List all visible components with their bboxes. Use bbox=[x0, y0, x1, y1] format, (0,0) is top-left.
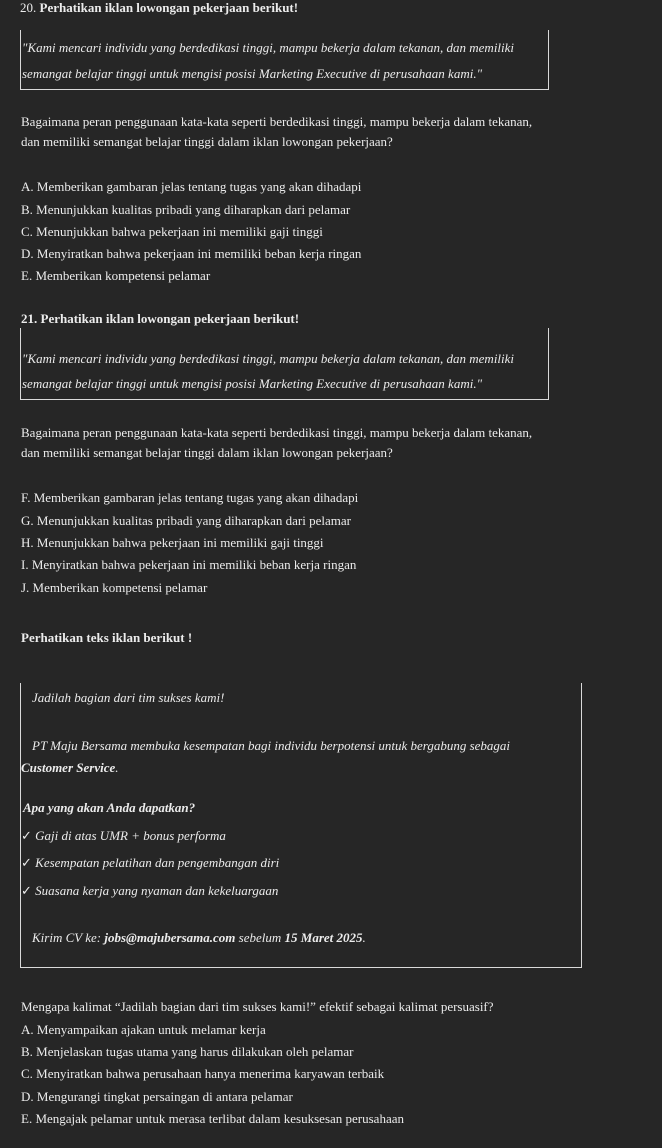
q22-option-b[interactable]: B. Menjelaskan tugas utama yang harus dilakukan oleh pelamar bbox=[21, 1044, 354, 1059]
q22-ad-tagline: Jadilah bagian dari tim sukses kami! bbox=[32, 690, 225, 705]
q21-ad-line1: "Kami mencari individu yang berdedikasi tinggi, mampu bekerja dalam tekanan, dan memiliki bbox=[22, 351, 515, 366]
q21-question-line2: dan memiliki semangat belajar tinggi dalam iklan lowongan pekerjaan? bbox=[21, 445, 393, 460]
q20-question-line2: dan memiliki semangat belajar tinggi dalam iklan lowongan pekerjaan? bbox=[21, 134, 393, 149]
q22-ad-benefit-3 bbox=[21, 883, 278, 899]
q22-option-e[interactable]: E. Mengajak pelamar untuk merasa terlibat dalam kesuksesan perusahaan bbox=[21, 1111, 404, 1126]
q20-question-line1: Bagaimana peran penggunaan kata-kata seperti berdedikasi tinggi, mampu bekerja dalam tekanan, bbox=[21, 114, 533, 129]
q22-option-a[interactable]: A. Menyampaikan ajakan untuk melamar kerja bbox=[21, 1022, 266, 1037]
q20-option-a[interactable]: A. Memberikan gambaran jelas tentang tugas yang akan dihadapi bbox=[21, 179, 362, 194]
q22-ad-cv-date: 15 Maret 2025 bbox=[284, 930, 363, 945]
q21-option-g[interactable]: G. Menunjukkan kualitas pribadi yang diharapkan dari pelamar bbox=[21, 513, 351, 528]
q22-ad-cv-middle: sebelum bbox=[235, 930, 285, 945]
q21-option-h[interactable]: H. Menunjukkan bahwa pekerjaan ini memiliki gaji tinggi bbox=[21, 535, 324, 550]
q20-option-e[interactable]: E. Memberikan kompetensi pelamar bbox=[21, 268, 211, 283]
q22-ad-cv-prefix: Kirim CV ke: bbox=[32, 930, 105, 945]
q21-ad-line2: semangat belajar tinggi untuk mengisi posisi Marketing Executive di perusahaan kami." bbox=[22, 376, 483, 391]
q22-option-c[interactable]: C. Menyiratkan bahwa perusahaan hanya menerima karyawan terbaik bbox=[21, 1066, 385, 1081]
check-icon: ✓ bbox=[21, 828, 32, 843]
q22-ad-intro-line2 bbox=[21, 760, 119, 776]
check-icon: ✓ bbox=[21, 855, 32, 870]
q22-ad-benefit-text: Gaji di atas UMR + bonus performa bbox=[35, 828, 226, 843]
q21-option-i[interactable]: I. Menyiratkan bahwa pekerjaan ini memiliki beban kerja ringan bbox=[21, 557, 357, 572]
q20-ad-line1: "Kami mencari individu yang berdedikasi tinggi, mampu bekerja dalam tekanan, dan memiliki bbox=[22, 40, 515, 55]
q22-option-d[interactable]: D. Mengurangi tingkat persaingan di antara pelamar bbox=[21, 1089, 293, 1104]
q20-option-b[interactable]: B. Menunjukkan kualitas pribadi yang diharapkan dari pelamar bbox=[21, 202, 351, 217]
q20-option-d[interactable]: D. Menyiratkan bahwa pekerjaan ini memiliki beban kerja ringan bbox=[21, 246, 362, 261]
q21-option-j[interactable]: J. Memberikan kompetensi pelamar bbox=[21, 580, 208, 595]
q21-option-f[interactable]: F. Memberikan gambaran jelas tentang tugas yang akan dihadapi bbox=[21, 490, 359, 505]
q22-ad-benefit-text: Suasana kerja yang nyaman dan kekeluargaan bbox=[35, 883, 279, 898]
q21-question-line1: Bagaimana peran penggunaan kata-kata seperti berdedikasi tinggi, mampu bekerja dalam tekanan, bbox=[21, 425, 533, 440]
check-icon: ✓ bbox=[21, 883, 32, 898]
q20-title: Perhatikan iklan lowongan pekerjaan berikut! bbox=[39, 0, 299, 15]
q20-option-c[interactable]: C. Menunjukkan bahwa pekerjaan ini memiliki gaji tinggi bbox=[21, 224, 323, 239]
q22-question: Mengapa kalimat “Jadilah bagian dari tim sukses kami!” efektif sebagai kalimat persuasif? bbox=[21, 999, 494, 1014]
q20-heading bbox=[20, 0, 298, 16]
q22-ad-benefit-text: Kesempatan pelatihan dan pengembangan diri bbox=[35, 855, 280, 870]
q22-ad-role: Customer Service bbox=[21, 760, 116, 775]
q22-ad-benefit-2 bbox=[21, 855, 279, 871]
q22-ad-benefit-1 bbox=[21, 828, 226, 844]
q22-ad-benefits-heading: Apa yang akan Anda dapatkan? bbox=[23, 800, 196, 815]
q22-ad-intro-end: . bbox=[115, 760, 119, 775]
q21-title: 21. Perhatikan iklan lowongan pekerjaan berikut! bbox=[21, 311, 300, 326]
q22-ad-cv-end: . bbox=[362, 930, 366, 945]
q20-ad-line2: semangat belajar tinggi untuk mengisi posisi Marketing Executive di perusahaan kami." bbox=[22, 66, 483, 81]
q22-ad-intro-line1: PT Maju Bersama membuka kesempatan bagi individu berpotensi untuk bergabung sebagai bbox=[32, 738, 511, 753]
q22-title: Perhatikan teks iklan berikut ! bbox=[21, 630, 193, 645]
q22-ad-cv-line bbox=[32, 930, 366, 946]
q22-ad-cv-email: jobs@majubersama.com bbox=[104, 930, 236, 945]
q20-number: 20. bbox=[20, 0, 37, 15]
